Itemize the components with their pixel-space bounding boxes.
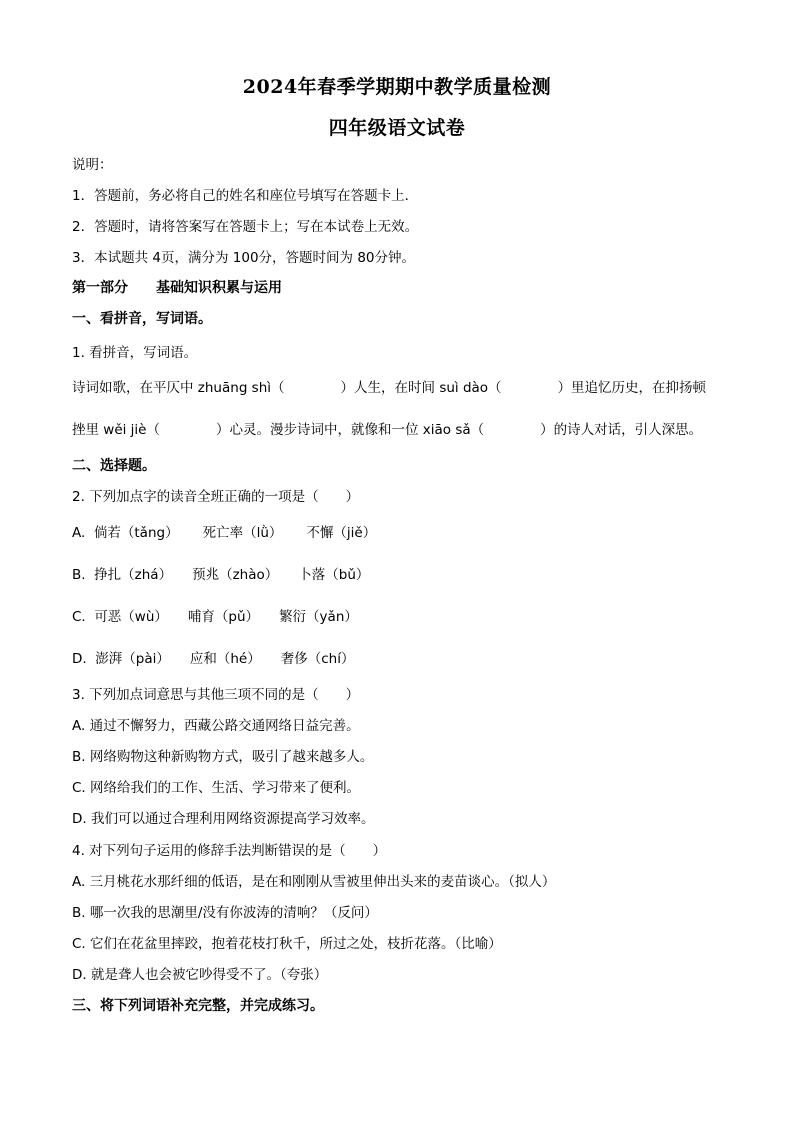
part-name: 基础知识积累与运用 bbox=[156, 280, 282, 296]
question-3-option-d: D. 我们可以通过合理利用网络资源提高学习效率。 bbox=[72, 811, 375, 827]
question-3-option-b: B. 网络购物这种新购物方式，吸引了越来越多人。 bbox=[72, 749, 374, 765]
question-3-option-a: A. 通过不懈努力，西藏公路交通网络日益完善。 bbox=[72, 718, 360, 734]
question-1-line-1: 诗词如歌，在平仄中 zhuāng shì（ ）人生，在时间 suì dào（ ）里追忆历史，在抑扬顿 bbox=[72, 380, 707, 396]
part-heading bbox=[72, 277, 282, 297]
question-1-line-2: 挫里 wěi jiè（ ）心灵。漫步诗词中，就像和一位 xiāo sǎ（ ）的诗人对话，引人深思。 bbox=[72, 422, 703, 438]
question-2-stem: 2. 下列加点字的读音全班正确的一项是（ ） bbox=[72, 489, 360, 505]
question-1-stem: 1. 看拼音，写词语。 bbox=[72, 345, 198, 361]
section-heading-1: 一、看拼音，写词语。 bbox=[72, 311, 212, 327]
question-2-option-a: A. 倘若（tǎng） 死亡率（lǜ） 不懈（jiě） bbox=[72, 525, 377, 541]
instruction-item: 3．本试题共 4页，满分为 100分，答题时间为 80分钟。 bbox=[72, 250, 415, 266]
exam-title: 2024年春季学期期中教学质量检测 bbox=[242, 76, 552, 98]
part-label: 第一部分 bbox=[72, 280, 128, 296]
question-3-stem: 3. 下列加点词意思与其他三项不同的是（ ） bbox=[72, 687, 360, 703]
exam-subtitle: 四年级语文试卷 bbox=[328, 117, 466, 139]
question-4-option-c: C. 它们在花盆里摔跤，抱着花枝打秋千，所过之处，枝折花落。（比喻） bbox=[72, 936, 502, 952]
question-3-option-c: C. 网络给我们的工作、生活、学习带来了便利。 bbox=[72, 780, 361, 796]
question-4-stem: 4. 对下列句子运用的修辞手法判断错误的是（ ） bbox=[72, 843, 387, 859]
instructions-heading: 说明： bbox=[72, 157, 113, 173]
question-2-option-b: B. 挣扎（zhá） 预兆（zhào） 卜落（bǔ） bbox=[72, 567, 370, 583]
section-heading-3: 三、将下列词语补充完整，并完成练习。 bbox=[72, 998, 324, 1014]
question-4-option-b: B. 哪一次我的思潮里/没有你波涛的清响？（反问） bbox=[72, 905, 378, 921]
instruction-item: 2．答题时，请将答案写在答题卡上；写在本试卷上无效。 bbox=[72, 219, 419, 235]
instruction-item: 1．答题前，务必将自己的姓名和座位号填写在答题卡上． bbox=[72, 188, 419, 204]
question-4-option-a: A. 三月桃花水那纤细的低语，是在和刚刚从雪被里伸出头来的麦苗谈心。（拟人） bbox=[72, 874, 556, 890]
question-2-option-d: D. 澎湃（pài） 应和（hé） 奢侈（chí） bbox=[72, 651, 355, 667]
question-4-option-d: D. 就是聋人也会被它吵得受不了。（夸张） bbox=[72, 967, 328, 983]
section-heading-2: 二、选择题。 bbox=[72, 458, 156, 474]
question-2-option-c: C. 可恶（wù） 哺育（pǔ） 繁衍（yǎn） bbox=[72, 609, 358, 625]
